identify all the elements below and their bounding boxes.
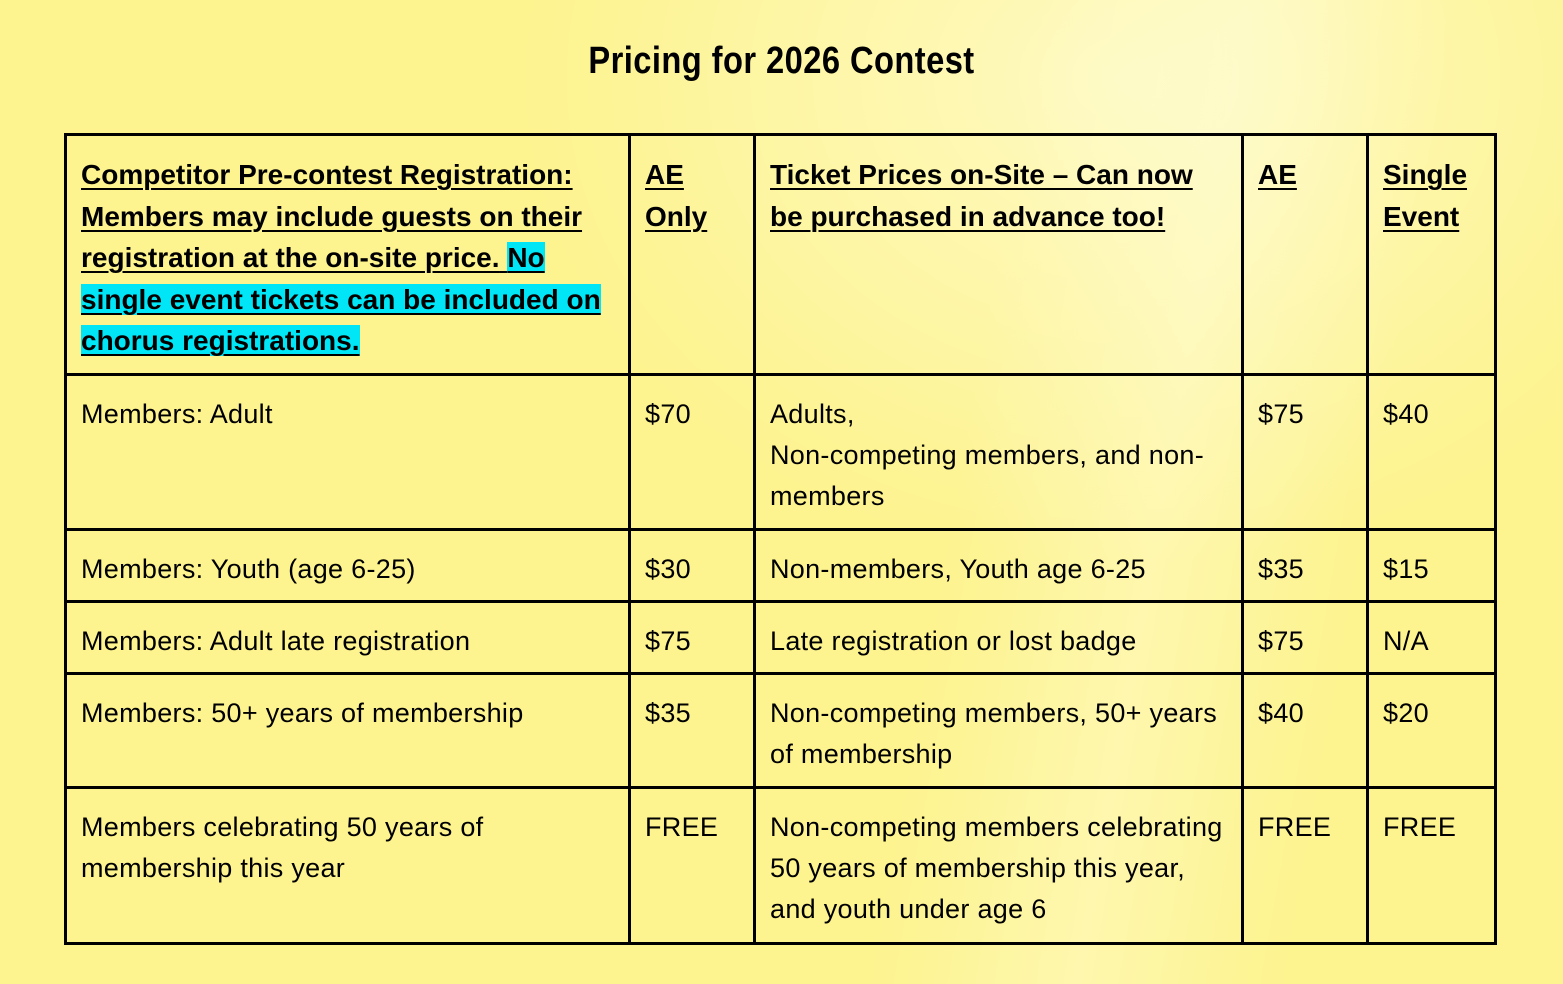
ae-price-cell: $75 [1243, 375, 1368, 530]
ticket-type-cell: Non-members, Youth age 6-25 [755, 530, 1243, 602]
header-single-event: Single Event [1368, 135, 1496, 375]
header-ticket-prices: Ticket Prices on-Site – Can now be purchased in advance too! [755, 135, 1243, 375]
member-type-cell: Members: 50+ years of membership [66, 674, 630, 788]
member-price-cell: $30 [630, 530, 755, 602]
single-event-price-cell: $20 [1368, 674, 1496, 788]
table-row [66, 788, 1496, 944]
header-competitor-note: Competitor Pre-contest Registration: Members may include guests on their registration at the on-site price. [81, 159, 583, 273]
ae-price-cell: $35 [1243, 530, 1368, 602]
ticket-type-cell: Late registration or lost badge [755, 602, 1243, 674]
ae-price-cell: $75 [1243, 602, 1368, 674]
header-competitor-highlight: No single event tickets can be included on chorus registrations. [81, 242, 601, 356]
single-event-price-cell: FREE [1368, 788, 1496, 944]
ticket-type-cell: Non-competing members, 50+ years of membership [755, 674, 1243, 788]
ae-price-cell: $40 [1243, 674, 1368, 788]
member-price-cell: $75 [630, 602, 755, 674]
table-header-row [66, 135, 1496, 375]
table-row [66, 530, 1496, 602]
single-event-price-cell: $40 [1368, 375, 1496, 530]
table-row [66, 602, 1496, 674]
member-type-cell: Members: Adult [66, 375, 630, 530]
ticket-type-line: Adults, [770, 399, 855, 429]
member-price-cell: $70 [630, 375, 755, 530]
header-ae: AE [1243, 135, 1368, 375]
header-ae-only: AE Only [630, 135, 755, 375]
member-type-cell: Members: Youth (age 6-25) [66, 530, 630, 602]
ticket-type-cell [755, 375, 1243, 530]
table-row [66, 375, 1496, 530]
member-price-cell: FREE [630, 788, 755, 944]
member-type-cell: Members: Adult late registration [66, 602, 630, 674]
ticket-type-cell: Non-competing members celebrating 50 years of membership this year, and youth under age 6 [755, 788, 1243, 944]
member-type-cell: Members celebrating 50 years of membership this year [66, 788, 630, 944]
page-title: Pricing for 2026 Contest [588, 40, 975, 82]
single-event-price-cell: $15 [1368, 530, 1496, 602]
member-price-cell: $35 [630, 674, 755, 788]
table-row [66, 674, 1496, 788]
ae-price-cell: FREE [1243, 788, 1368, 944]
ticket-type-line: Non-competing members, and non-members [770, 440, 1205, 511]
header-competitor-registration [66, 135, 630, 375]
single-event-price-cell: N/A [1368, 602, 1496, 674]
pricing-table [64, 133, 1497, 945]
